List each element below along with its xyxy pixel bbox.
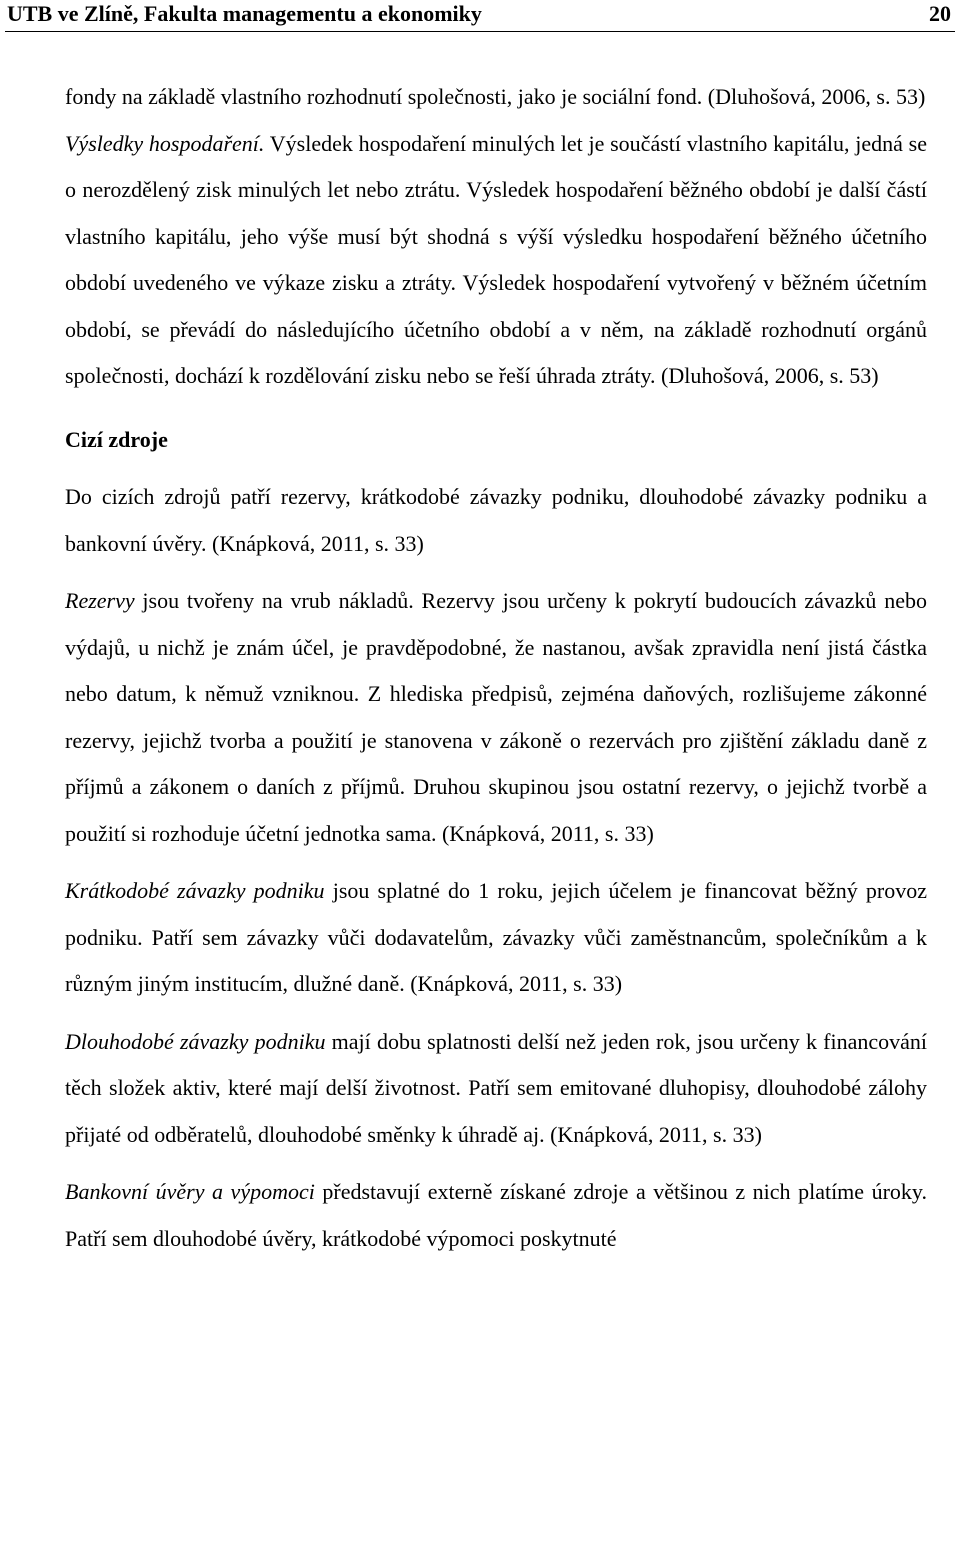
paragraph-cizi-zdroje-intro (65, 474, 927, 567)
paragraph-text: mají dobu splatnosti delší než jeden rok, jsou určeny k financování těch složek aktiv, které mají delší životnost. Patří sem emitované dluhopisy, dlouhodobé zálohy přijaté od odběratelů, dlouhodobé směnky k úhradě aj. (Knápková, 2011, s. 33) (65, 1028, 927, 1147)
paragraph-dlouhodobe-zavazky (65, 1019, 927, 1159)
section-heading: Cizí zdroje (65, 426, 168, 452)
paragraph-bankovni-uvery (65, 1169, 927, 1262)
paragraph-text: představují externě získané zdroje a většinou z nich platíme úroky. Patří sem dlouhodobé úvěry, krátkodobé výpomoci poskytnuté (65, 1179, 927, 1251)
paragraph-term: Krátkodobé závazky podniku (65, 878, 325, 903)
page-number: 20 (929, 1, 951, 26)
paragraph-term: Výsledky hospodaření. (65, 130, 265, 156)
paragraph-fondy (65, 74, 927, 121)
paragraph-vysledky-hospodareni (65, 121, 927, 400)
paragraph-text: Do cizích zdrojů patří rezervy, krátkodobé závazky podniku, dlouhodobé závazky podniku a bankovní úvěry. (Knápková, 2011, s. 33) (65, 484, 927, 556)
document-body (65, 74, 927, 1262)
paragraph-kratkodobe-zavazky (65, 868, 927, 1008)
header-title: UTB ve Zlíně, Fakulta managementu a ekonomiky (7, 1, 482, 26)
paragraph-rezervy (65, 578, 927, 857)
paragraph-text: jsou splatné do 1 roku, jejich účelem je financovat běžný provoz podniku. Patří sem závazky vůči dodavatelům, závazky vůči zaměstnancům, společníkům a k různým jiným institucím, dlužné daně. (Knápková, 2011, s. 33) (65, 878, 928, 996)
paragraph-text: Výsledek hospodaření minulých let je součástí vlastního kapitálu, jedná se o nerozdělený zisk minulých let nebo ztrátu. Výsledek hospodaření běžného období je další částí vlastního kapitálu, jeho výše musí být shodná s výší výsledku hospodaření běžného účetního období uvedeného ve výkaze zisku a ztráty. Výsledek hospodaření vytvořený v běžném účetním období, se převádí do následujícího účetního období a v něm, na základě rozhodnutí orgánů společnosti, dochází k rozdělování zisku nebo se řeší úhrada ztráty. (Dluhošová, 2006, s. 53) (65, 130, 927, 388)
paragraph-term: Rezervy (65, 588, 135, 613)
paragraph-text: fondy na základě vlastního rozhodnutí společnosti, jako je sociální fond. (Dluhošová, 2006, s. 53) (65, 84, 926, 109)
paragraph-term: Dlouhodobé závazky podniku (65, 1028, 326, 1054)
paragraph-term: Bankovní úvěry a výpomoci (65, 1179, 315, 1204)
paragraph-text: jsou tvořeny na vrub nákladů. Rezervy jsou určeny k pokrytí budoucích závazků nebo výdajů, u nichž je znám účel, je pravděpodobné, že nastanou, avšak zpravidla není jistá částka nebo datum, k němuž vzniknou. Z hlediska předpisů, zejména daňových, rozlišujeme zákonné rezervy, jejichž tvorba a použití je stanovena v zákoně o rezervách pro zjištění základu daně z příjmů a zákonem o daních z příjmů. Druhou skupinou jsou ostatní rezervy, o jejichž tvorbě a použití si rozhoduje účetní jednotka sama. (Knápková, 2011, s. 33) (65, 588, 927, 846)
page-header (5, 0, 955, 32)
